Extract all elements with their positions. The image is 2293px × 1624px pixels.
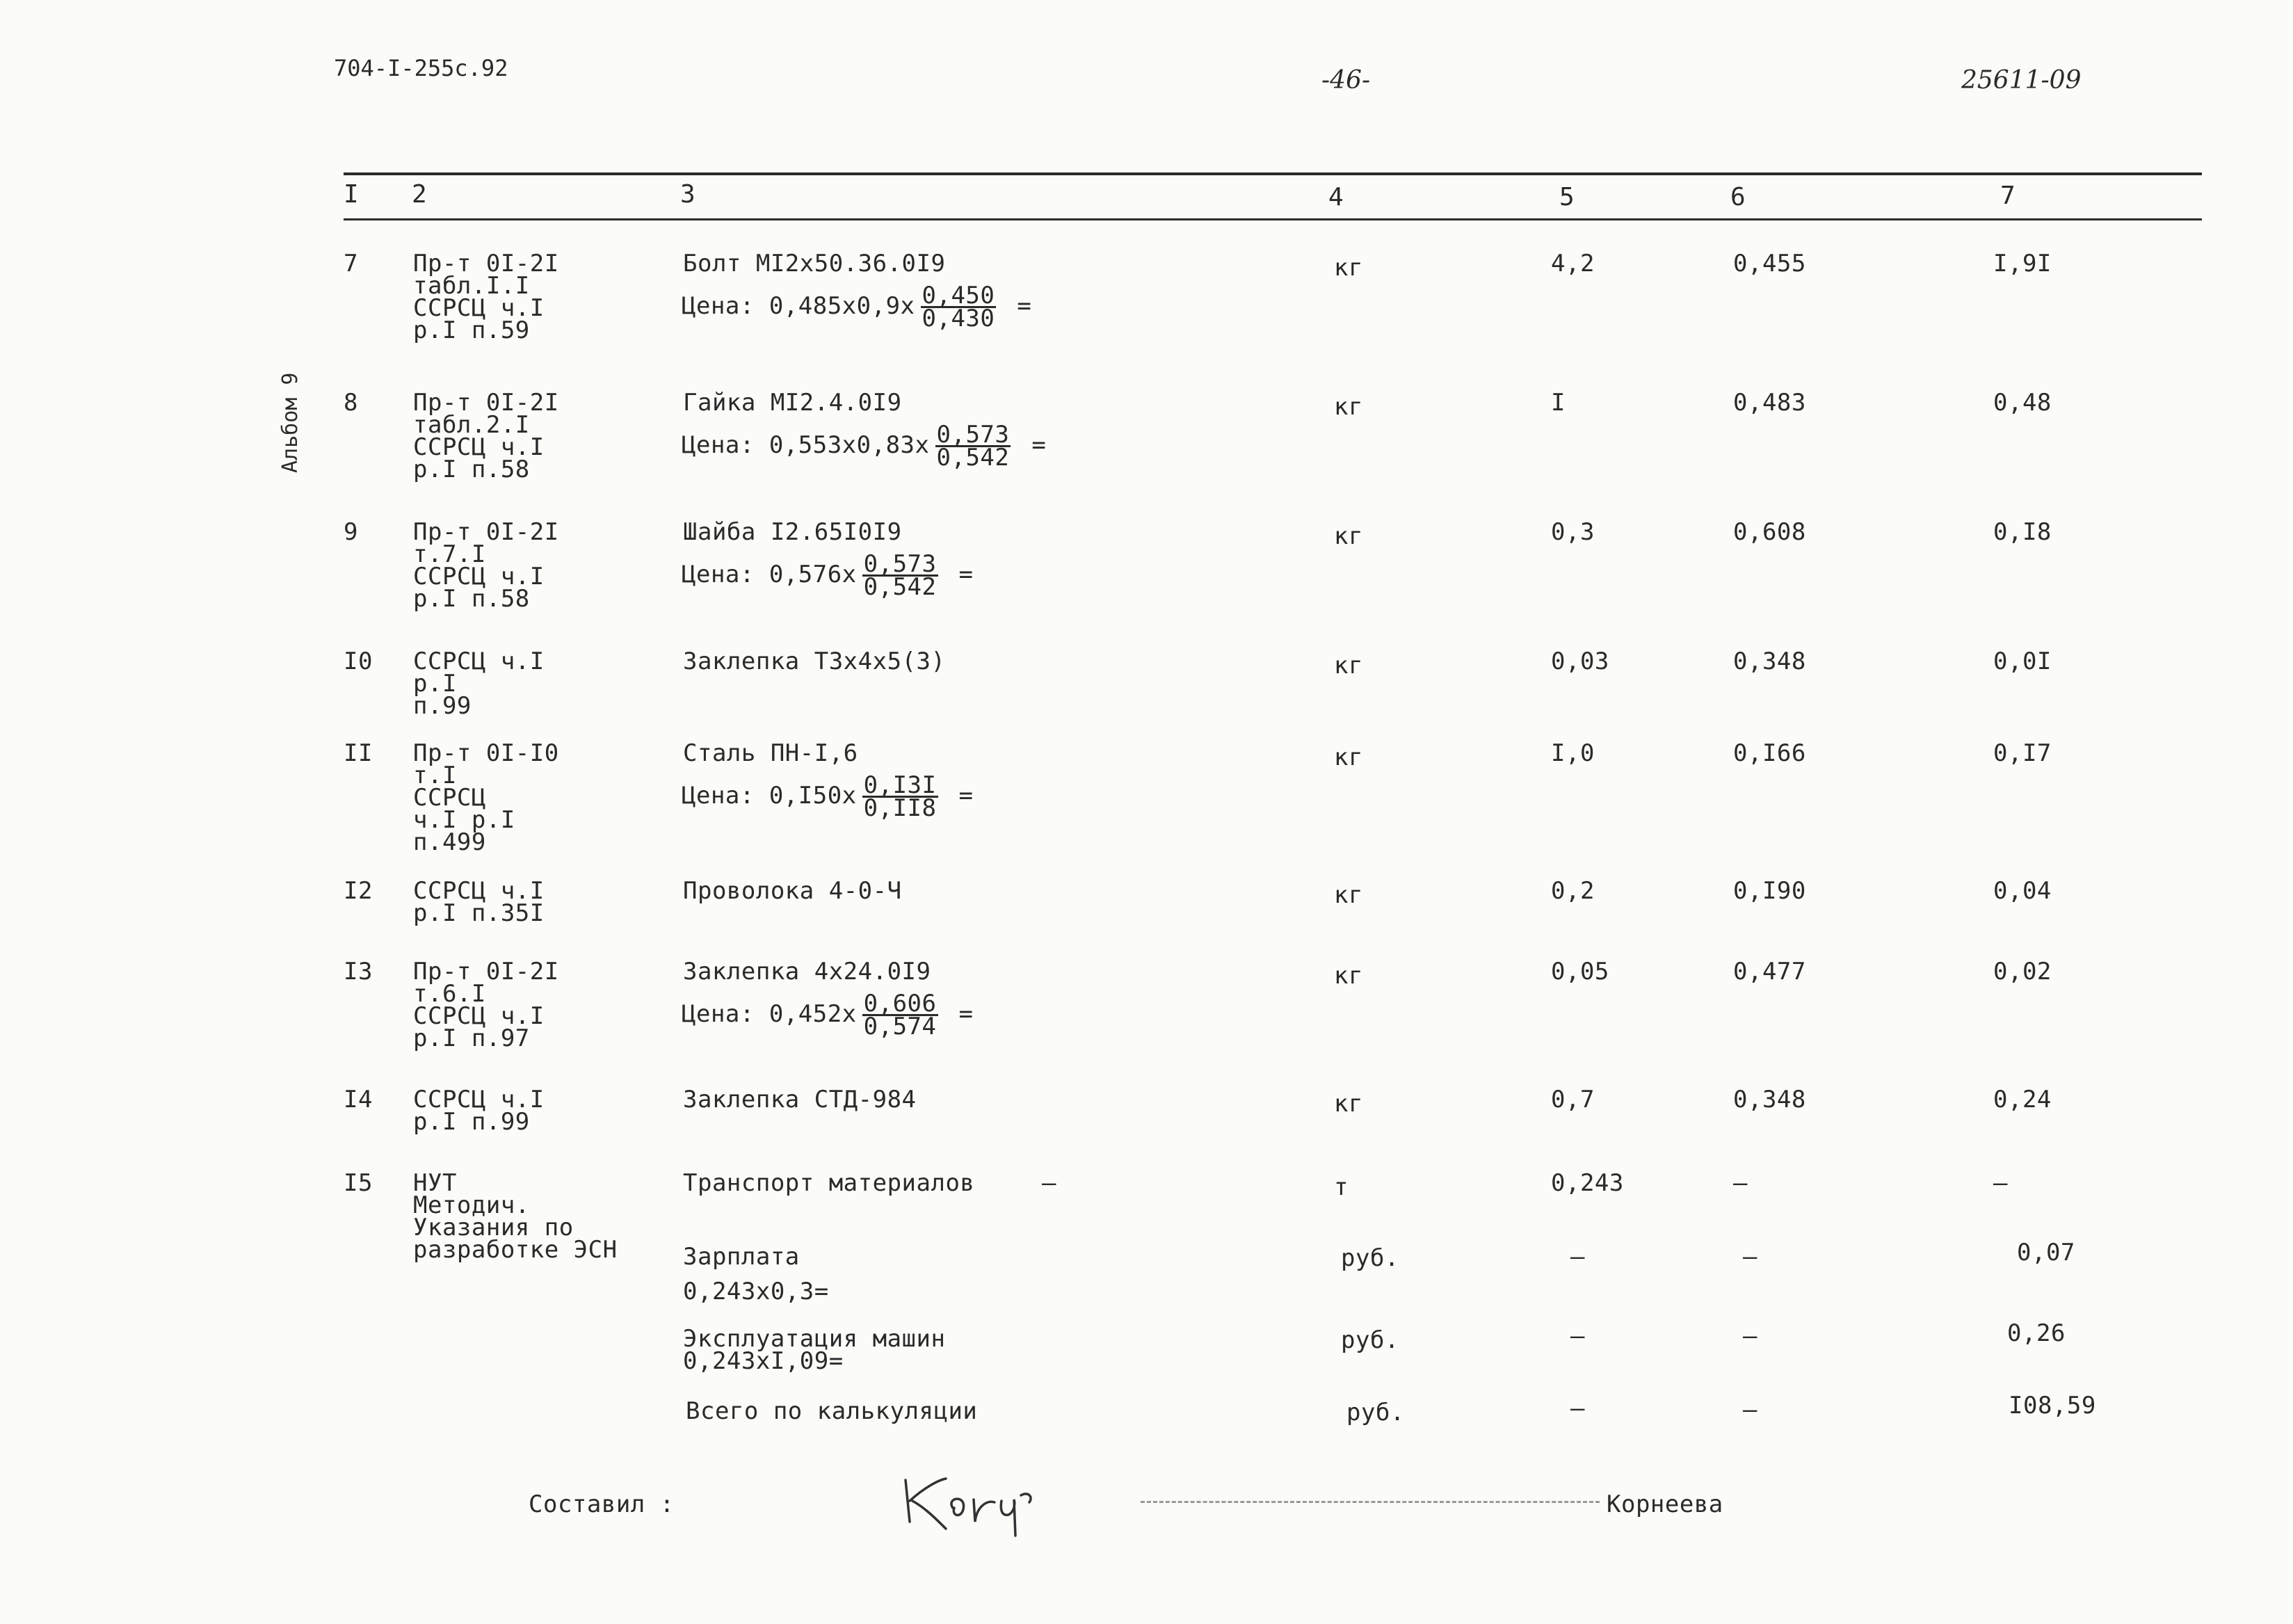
fraction-numerator: 0,606	[863, 990, 937, 1018]
row-unit: руб.	[1346, 1399, 1405, 1426]
row-total: 0,I8	[1993, 518, 2052, 546]
formula-prefix: Цена: 0,452х	[682, 1000, 857, 1028]
row-total: I08,59	[2009, 1392, 2096, 1420]
fraction-numerator: 0,573	[936, 421, 1010, 449]
row-qty: I,0	[1551, 739, 1595, 767]
row-unit: кг	[1334, 743, 1363, 771]
row-qty: 0,7	[1551, 1086, 1595, 1114]
formula-prefix: Цена: 0,553х0,83х	[682, 431, 930, 459]
row-source-line: табл.2.I	[413, 411, 530, 439]
formula-equals: =	[1017, 292, 1032, 320]
album-label: Альбом 9	[278, 372, 303, 473]
row-qty: 0,2	[1551, 877, 1595, 905]
page-number: -46-	[1321, 66, 1371, 95]
row-source-line: ССРСЦ ч.I	[413, 1002, 545, 1030]
row-qty: 0,03	[1551, 648, 1609, 675]
row-unit: руб.	[1341, 1244, 1399, 1272]
row-unit: т	[1334, 1173, 1349, 1201]
row-name: Проволока 4-0-Ч	[683, 877, 902, 905]
formula-fraction	[935, 421, 1011, 472]
row-price: 0,608	[1733, 518, 1806, 546]
row-qty: 4,2	[1551, 250, 1595, 278]
column-header: 6	[1730, 183, 1746, 211]
row-source-line: табл.I.I	[413, 272, 530, 300]
row-unit: кг	[1334, 522, 1363, 550]
row-total: 0,07	[2017, 1239, 2075, 1267]
row-source-line: Методич.	[413, 1191, 530, 1219]
formula-fraction	[862, 990, 938, 1040]
row-qty: 0,3	[1551, 518, 1595, 546]
row-price-formula	[682, 771, 974, 822]
row-unit: кг	[1334, 1090, 1363, 1118]
row-number: I4	[344, 1086, 373, 1114]
row-total: 0,48	[1993, 389, 2052, 417]
fraction-numerator: 0,450	[922, 282, 995, 309]
fraction-denominator: 0,542	[936, 444, 1010, 472]
row-source-line: Пр-т 0I-2I	[413, 958, 559, 986]
row-name: Заклепка Т3х4х5(3)	[683, 648, 946, 675]
formula-equals: =	[958, 1000, 974, 1028]
row-name: Заклепка 4х24.0I9	[683, 958, 931, 986]
row-name-dash: –	[1042, 1169, 1056, 1197]
row-source-line: р.I п.58	[413, 456, 530, 483]
row-unit: кг	[1334, 652, 1363, 680]
row-qty: 0,243	[1551, 1169, 1624, 1197]
row-number: I5	[344, 1169, 373, 1197]
signature	[897, 1466, 1036, 1543]
row-price: –	[1733, 1169, 1748, 1197]
row-name: Зарплата	[683, 1243, 800, 1271]
row-qty: –	[1570, 1322, 1585, 1350]
row-source-line: Пр-т 0I-I0	[413, 739, 559, 767]
row-calc: 0,243хI,09=	[683, 1347, 844, 1375]
doc-code: 704-I-255с.92	[334, 55, 508, 81]
fraction-numerator: 0,573	[863, 550, 937, 578]
row-source-line: Пр-т 0I-2I	[413, 250, 559, 278]
row-source-line: р.I п.97	[413, 1024, 530, 1052]
row-number: 8	[344, 389, 358, 417]
fraction-denominator: 0,574	[863, 1013, 937, 1040]
row-unit: кг	[1334, 254, 1363, 282]
row-price: –	[1743, 1322, 1757, 1350]
row-price: 0,348	[1733, 648, 1806, 675]
row-number: I2	[344, 877, 373, 905]
row-unit: кг	[1334, 881, 1363, 909]
row-number: 7	[344, 250, 358, 278]
row-source-line: разработке ЭСН	[413, 1236, 618, 1264]
row-total: 0,02	[1993, 958, 2052, 986]
row-number: II	[344, 739, 373, 767]
row-total: 0,04	[1993, 877, 2052, 905]
row-price: 0,455	[1733, 250, 1806, 278]
row-price-formula	[682, 990, 974, 1040]
fraction-numerator: 0,I3I	[863, 771, 937, 799]
column-header: 3	[680, 180, 695, 209]
row-price: 0,I90	[1733, 877, 1806, 905]
row-source-line: Указания по	[413, 1214, 574, 1241]
row-total: I,9I	[1993, 250, 2052, 278]
column-header: 4	[1328, 183, 1344, 211]
table-top-rule	[344, 172, 2202, 175]
row-total: 0,0I	[1993, 648, 2052, 675]
row-name: Болт МI2х50.36.0I9	[683, 250, 946, 278]
row-source-line: т.6.I	[413, 980, 486, 1008]
column-header: I	[344, 180, 359, 209]
row-price: –	[1743, 1396, 1757, 1424]
row-name: Шайба I2.65I0I9	[683, 518, 902, 546]
row-total: –	[1993, 1169, 2008, 1197]
row-source-line: ССРСЦ ч.I	[413, 294, 545, 322]
row-total: 0,24	[1993, 1086, 2052, 1114]
row-number: 9	[344, 518, 358, 546]
row-source-line: р.I п.59	[413, 316, 530, 344]
row-qty: I	[1551, 389, 1566, 417]
row-source-line: Пр-т 0I-2I	[413, 518, 559, 546]
row-source-line: ССРСЦ ч.I	[413, 1086, 545, 1114]
row-number: I3	[344, 958, 373, 986]
row-source-line: р.I п.35I	[413, 899, 545, 927]
formula-fraction	[862, 550, 938, 601]
row-unit: кг	[1334, 393, 1363, 421]
row-source-line: т.I	[413, 762, 457, 789]
row-price-formula	[682, 282, 1032, 332]
formula-equals: =	[1031, 431, 1047, 459]
row-price: 0,348	[1733, 1086, 1806, 1114]
formula-equals: =	[958, 782, 974, 810]
row-source-line: ССРСЦ ч.I	[413, 433, 545, 461]
row-qty: –	[1570, 1394, 1585, 1422]
formula-fraction	[862, 771, 938, 822]
row-price-formula	[682, 421, 1047, 472]
row-source-line: ч.I р.I	[413, 806, 515, 834]
row-source-line: ССРСЦ ч.I	[413, 877, 545, 905]
formula-prefix: Цена: 0,576х	[682, 561, 857, 588]
row-price: –	[1743, 1243, 1757, 1271]
row-source-line: Пр-т 0I-2I	[413, 389, 559, 417]
formula-prefix: Цена: 0,485х0,9х	[682, 292, 915, 320]
row-source-line: ССРСЦ ч.I	[413, 648, 545, 675]
row-source-line: р.I п.99	[413, 1108, 530, 1136]
row-source-line: п.99	[413, 692, 472, 720]
row-unit: кг	[1334, 962, 1363, 990]
row-total: 0,26	[2007, 1319, 2066, 1347]
row-total: 0,I7	[1993, 739, 2052, 767]
row-name: Всего по калькуляции	[686, 1397, 978, 1425]
row-source-line: НУТ	[413, 1169, 457, 1197]
fraction-denominator: 0,430	[922, 305, 995, 332]
row-price-formula	[682, 550, 974, 601]
row-name: Сталь ПН-I,6	[683, 739, 858, 767]
row-price: 0,I66	[1733, 739, 1806, 767]
row-source-line: т.7.I	[413, 540, 486, 568]
row-price: 0,477	[1733, 958, 1806, 986]
row-source-line: р.I	[413, 670, 457, 698]
composer-name: Корнеева	[1607, 1490, 1723, 1518]
column-header: 5	[1559, 183, 1575, 211]
row-name: Заклепка СТД-984	[683, 1086, 917, 1114]
row-name: Гайка МI2.4.0I9	[683, 389, 902, 417]
table-header-rule	[344, 218, 2202, 220]
column-header: 7	[2000, 182, 2016, 210]
signature-line	[1141, 1501, 1600, 1503]
formula-fraction	[921, 282, 997, 332]
row-unit: руб.	[1341, 1326, 1399, 1354]
row-source-line: р.I п.58	[413, 585, 530, 613]
row-source-line: ССРСЦ	[413, 784, 486, 812]
fraction-denominator: 0,542	[863, 573, 937, 601]
row-qty: 0,05	[1551, 958, 1609, 986]
composed-label: Составил :	[529, 1490, 675, 1518]
row-qty: –	[1570, 1243, 1585, 1271]
row-calc: 0,243х0,3=	[683, 1278, 829, 1305]
row-name: Транспорт материалов	[683, 1169, 975, 1197]
row-number: I0	[344, 648, 373, 675]
fraction-denominator: 0,II8	[863, 794, 937, 822]
formula-prefix: Цена: 0,I50х	[682, 782, 857, 810]
sheet-code: 25611-09	[1961, 66, 2082, 95]
row-source-line: ССРСЦ ч.I	[413, 563, 545, 590]
row-name: Эксплуатация машин	[683, 1325, 946, 1353]
formula-equals: =	[958, 561, 974, 588]
row-price: 0,483	[1733, 389, 1806, 417]
row-source-line: п.499	[413, 828, 486, 856]
column-header: 2	[412, 180, 427, 209]
